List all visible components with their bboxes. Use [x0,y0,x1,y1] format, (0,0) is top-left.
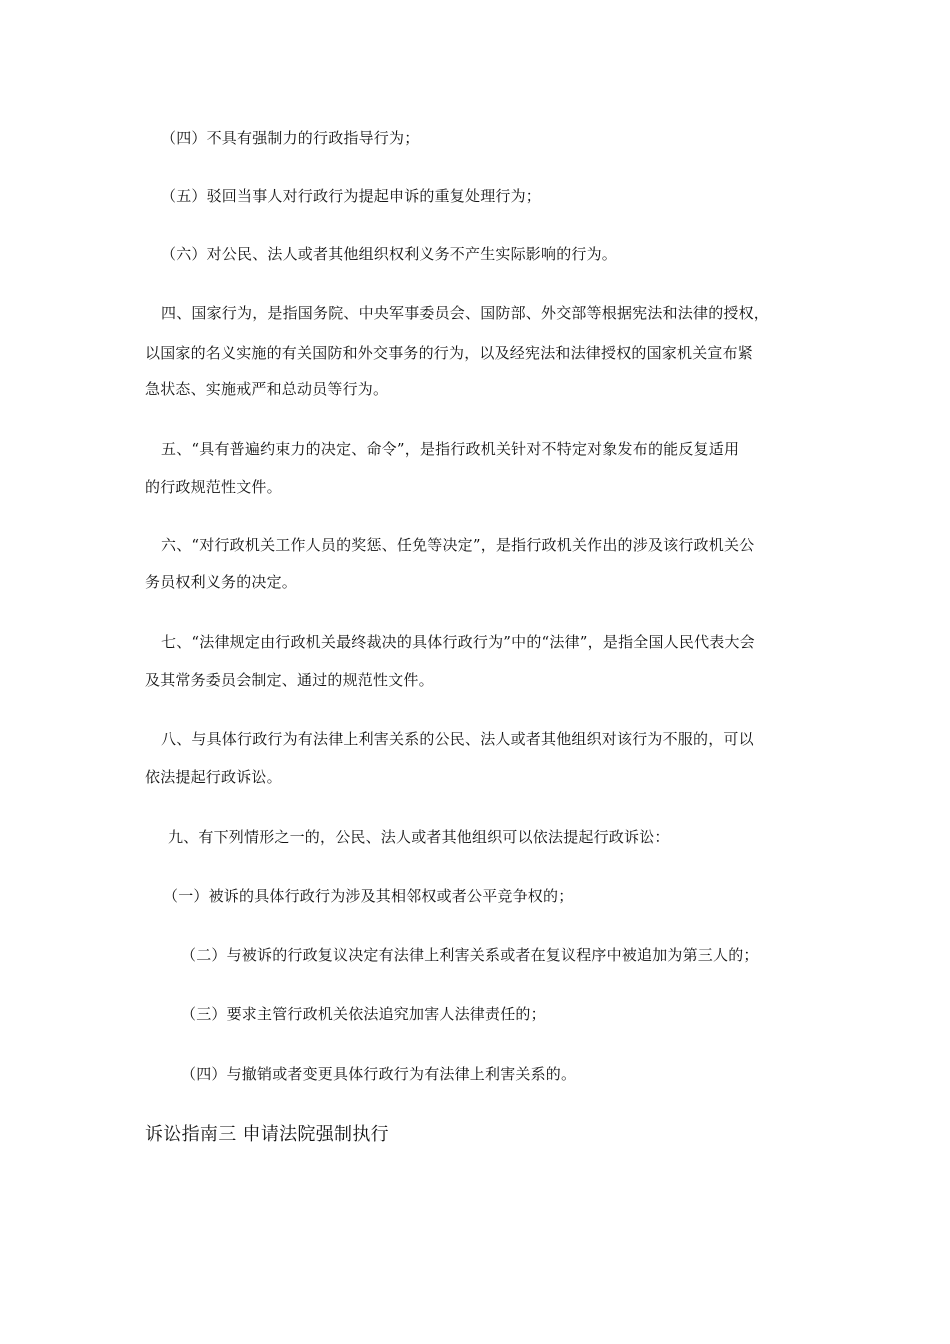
paragraph-line: 七、“法律规定由行政机关最终裁决的具体行政行为”中的“法律”，是指全国人民代表大会 [161,633,755,651]
section-heading: 诉讼指南三 申请法院强制执行 [145,1124,389,1145]
paragraph-line: 六、“对行政机关工作人员的奖惩、任免等决定”，是指行政机关作出的涉及该行政机关公 [161,536,755,554]
paragraph-line: （五）驳回当事人对行政行为提起申诉的重复处理行为； [161,187,542,205]
paragraph-line: （四）与撤销或者变更具体行政行为有法律上利害关系的。 [181,1065,577,1083]
paragraph-line: 四、国家行为，是指国务院、中央军事委员会、国防部、外交部等根据宪法和法律的授权， [161,304,770,322]
paragraph-line: （一）被诉的具体行政行为涉及其相邻权或者公平竞争权的； [163,887,574,905]
paragraph-line: （四）不具有强制力的行政指导行为； [161,129,420,147]
paragraph-line: 依法提起行政诉讼。 [145,768,282,786]
paragraph-line: 八、与具体行政行为有法律上利害关系的公民、法人或者其他组织对该行为不服的，可以 [161,730,754,748]
paragraph-line: （三）要求主管行政机关依法追究加害人法律责任的； [181,1005,546,1023]
paragraph-line: 以国家的名义实施的有关国防和外交事务的行为，以及经宪法和法律授权的国家机关宣布紧 [145,344,754,362]
paragraph-line: 及其常务委员会制定、通过的规范性文件。 [145,671,434,689]
paragraph-line: （六）对公民、法人或者其他组织权利义务不产生实际影响的行为。 [161,245,618,263]
paragraph-line: 五、“具有普遍约束力的决定、命令”，是指行政机关针对不特定对象发布的能反复适用 [161,440,740,458]
paragraph-line: 九、有下列情形之一的，公民、法人或者其他组织可以依法提起行政诉讼： [168,828,670,846]
paragraph-line: 的行政规范性文件。 [145,478,282,496]
paragraph-line: 务员权利义务的决定。 [145,573,298,591]
paragraph-line: 急状态、实施戒严和总动员等行为。 [145,380,389,398]
paragraph-line: （二）与被诉的行政复议决定有法律上利害关系或者在复议程序中被追加为第三人的； [181,946,759,964]
